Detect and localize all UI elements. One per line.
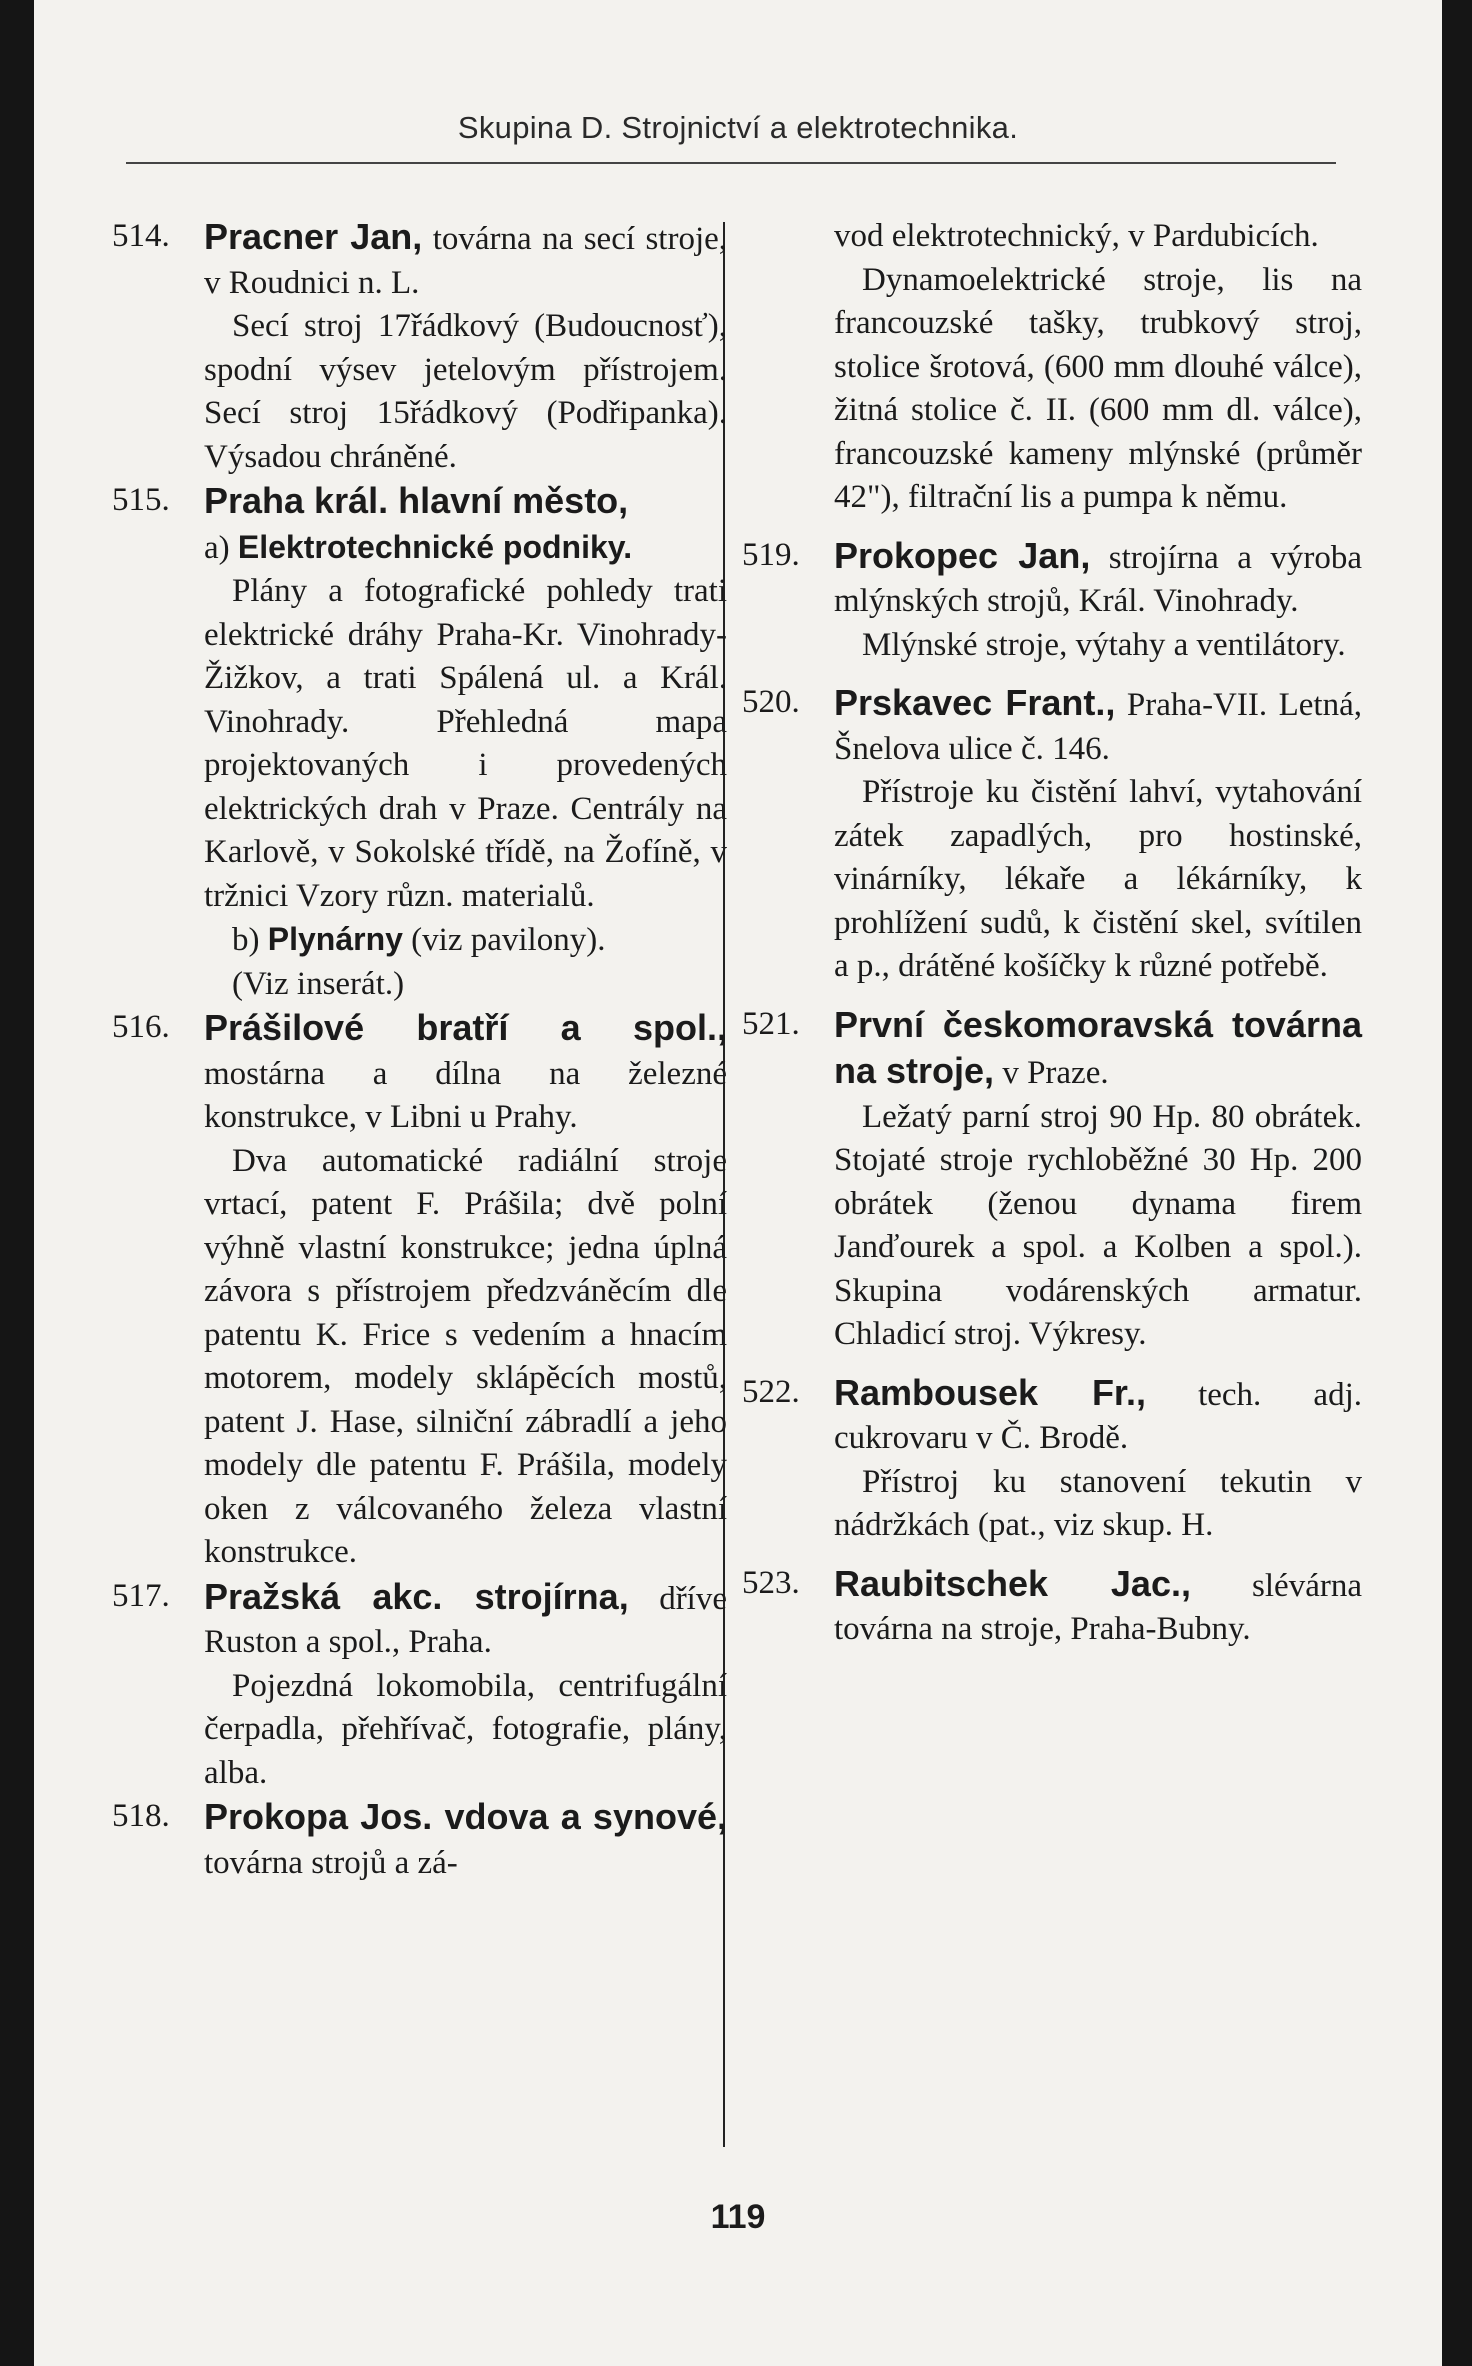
left-column xyxy=(112,215,727,1885)
entry-number: 515. xyxy=(112,482,170,518)
entry-519 xyxy=(742,534,1362,668)
entry-description: Dva automatické radiální stroje vrtací, patent F. Prášila; dvě polní výhně vlastní konstrukce; jedna úplná závora s přístrojem předzváněcím dle patentu K. Frice s vedením a hnacím motorem, modely sklápěcích mostů, patent J. Hase, silniční zábradlí a jeho modely dle patentu F. Prášila, modely oken z válcovaného železa vlastní konstrukce. xyxy=(204,1142,727,1570)
entry-address: továrna strojů a zá- xyxy=(204,1844,458,1881)
entry-address: strojírna a výroba mlýnských strojů, Král. Vinohrady. xyxy=(834,539,1363,619)
header-rule xyxy=(126,162,1336,164)
entry-514 xyxy=(112,215,727,479)
entry-name: Prskavec Frant., xyxy=(834,682,1116,723)
entry-516 xyxy=(112,1006,727,1575)
entry-address: mostárna a dílna na železné konstrukce, v Libni u Prahy. xyxy=(204,1055,727,1135)
entry-number: 520. xyxy=(742,684,800,720)
entry-520 xyxy=(742,681,1362,989)
entry-note: (Viz inserát.) xyxy=(232,965,405,1002)
entry-522 xyxy=(742,1371,1362,1548)
entry-name: Pražská akc. strojírna, xyxy=(204,1575,629,1617)
entry-number: 518. xyxy=(112,1798,170,1834)
entry-name: Praha král. hlavní město, xyxy=(204,480,629,521)
entry-number: 523. xyxy=(742,1564,800,1601)
entry-523 xyxy=(742,1562,1362,1652)
entry-description: Mlýnské stroje, výtahy a ventilátory. xyxy=(862,626,1346,663)
entry-name: Prokopec Jan, xyxy=(834,534,1091,576)
entry-number: 517. xyxy=(112,1577,170,1614)
entry-description: Pojezdná lokomobila, centrifugální čerpadla, přehřívač, fotografie, plány, alba. xyxy=(204,1667,727,1791)
subsection-a-marker: a) xyxy=(204,529,238,566)
entry-515 xyxy=(112,479,727,1006)
entry-description: Dynamoelektrické stroje, lis na francouzské tašky, trubkový stroj, stolice šrotová, (600 mm dlouhé válce), žitná stolice č. II. (600 mm dl. válce), francouzské kameny mlýnské (průměr 42"), filtrační lis a pumpa k němu. xyxy=(834,261,1362,515)
entry-name: Pracner Jan, xyxy=(204,216,423,257)
entry-description: Secí stroj 17řádkový (Budoucnosť), spodní výsev jetelovým přístrojem. Secí stroj 15řádkový (Podřipanka). Výsadou chráněné. xyxy=(204,308,727,475)
entry-address: tech. adj. cukrovaru v Č. Brodě. xyxy=(834,1376,1362,1456)
right-column xyxy=(742,215,1362,1652)
entry-number: 521. xyxy=(742,1005,800,1042)
subsection-a-title: Elektrotechnické podniky. xyxy=(237,528,633,565)
entry-518-continued xyxy=(742,215,1362,520)
subsection-b-text: (viz pavilony). xyxy=(402,922,606,958)
entry-number: 522. xyxy=(742,1373,800,1410)
entry-address: dříve Ruston a spol., Praha. xyxy=(204,1580,727,1660)
entry-description: Ležatý parní stroj 90 Hp. 80 obrátek. Stojaté stroje rychloběžné 30 Hp. 200 obrátek (ženou dynama firem Janďourek a spol. a Kolben a spol.). Skupina vodárenských armatur. Chladicí stroj. Výkresy. xyxy=(834,1098,1362,1352)
entry-name: Prášilové bratří a spol., xyxy=(204,1007,727,1048)
entry-address: slévárna továrna na stroje, Praha-Bubny. xyxy=(834,1567,1362,1647)
entry-address: Praha-VII. Letná, Šnelova ulice č. 146. xyxy=(834,687,1362,767)
entry-number: 519. xyxy=(742,536,800,573)
entry-description: Plány a fotografické pohledy trati elektrické dráhy Praha-Kr. Vinohrady-Žižkov, a trati Spálená ul. a Král. Vinohrady. Přehledná mapa projektovaných i provedených elektrických drah v Praze. Centrály na Karlově, v Sokolské třídě, na Žofíně, v tržnici Vzory různ. materialů. xyxy=(204,573,727,914)
entry-description: Přístroj ku stanovení tekutin v nádržkách (pat., viz skup. H. xyxy=(834,1463,1362,1543)
entry-name: Prokopa Jos. vdova a synové, xyxy=(204,1796,727,1837)
page-header: Skupina D. Strojnictví a elektrotechnika. xyxy=(457,110,1019,145)
entry-517 xyxy=(112,1575,727,1796)
subsection-b-marker: b) xyxy=(232,922,268,958)
entry-name: Raubitschek Jac., xyxy=(834,1562,1191,1604)
entry-address: vod elektrotechnický, v Pardubicích. xyxy=(834,218,1319,254)
entry-address: v Praze. xyxy=(994,1055,1109,1091)
page-number: 119 xyxy=(710,2198,766,2236)
entry-521 xyxy=(742,1003,1362,1357)
entry-description: Přístroje ku čistění lahví, vytahování zátek zapadlých, pro hostinské, vinárníky, lékaře a lékárníky, k prohlížení sudů, k čistění skel, svítilen a p., drátěné košíčky k různé potřebě. xyxy=(834,774,1362,984)
entry-518 xyxy=(112,1795,727,1885)
subsection-b-title: Plynárny xyxy=(267,921,403,957)
entry-number: 514. xyxy=(112,218,170,254)
book-page xyxy=(34,0,1442,2366)
entry-name: Rambousek Fr., xyxy=(834,1371,1146,1413)
entry-number: 516. xyxy=(112,1009,170,1045)
entry-name: První českomoravská továrna na stroje, xyxy=(834,1003,1362,1091)
entry-address: továrna na secí stroje, v Roudnici n. L. xyxy=(204,221,728,301)
